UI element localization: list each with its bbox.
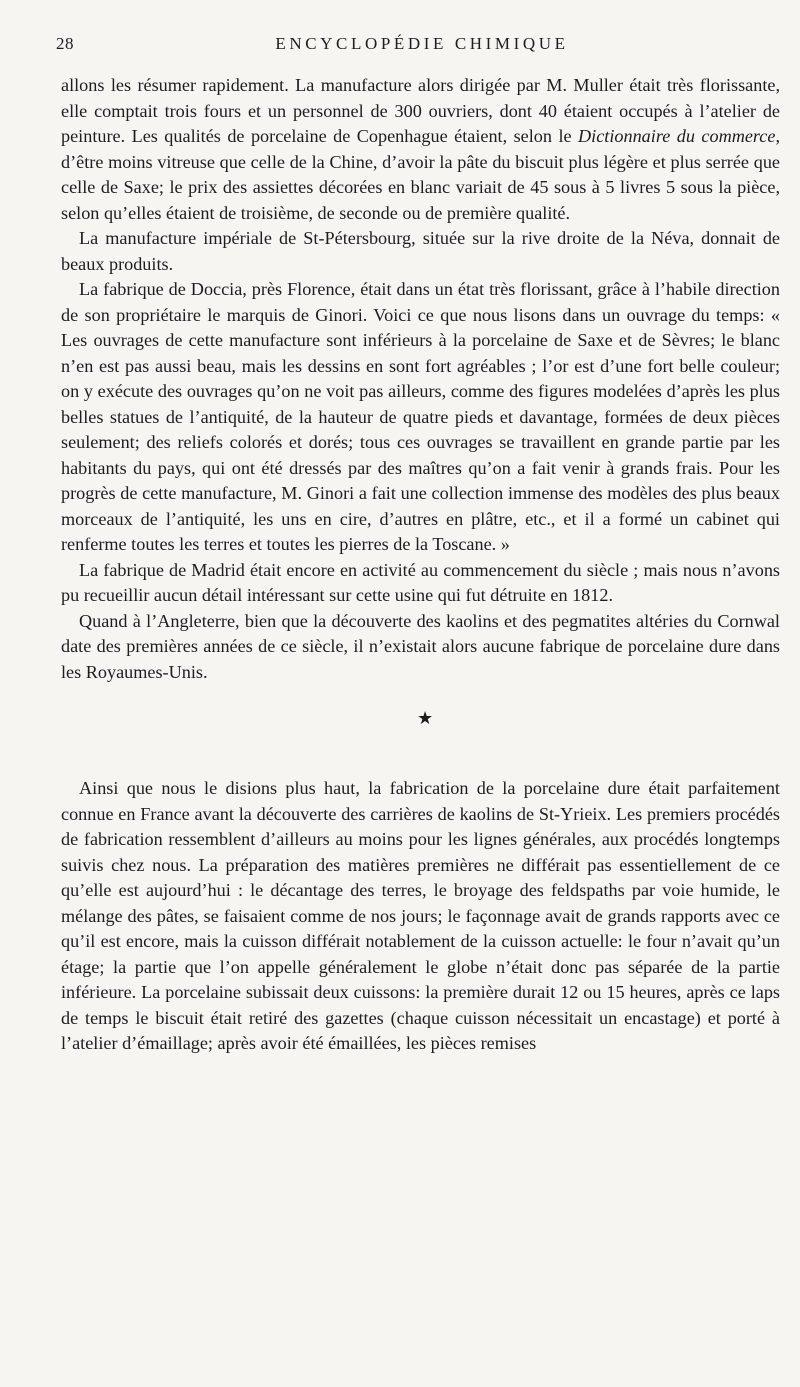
section-separator [61, 685, 780, 776]
page-number: 28 [56, 34, 74, 53]
paragraph-copenhague-before: allons les résumer rapidement. La manufacture alors dirigée par M. Muller était très florissante, elle comptait trois fours et un personnel de 300 ouvriers, dont 40 étaient occupés à l’atelier de peinture. Les qualités de porcelaine de Copenhague étaient, selon le [61, 75, 780, 146]
running-title: ENCYCLOPÉDIE CHIMIQUE [275, 34, 569, 53]
paragraph-doccia: La fabrique de Doccia, près Florence, était dans un état très florissant, grâce à l’habile direction de son propriétaire le marquis de Ginori. Voici ce que nous lisons dans un ouvrage du temps: « Les ouvrages de cette manufacture sont inférieurs à la porcelaine de Saxe et de Sèvres; le blanc n’en est pas aussi beau, mais les dessins en sont fort agréables ; l’or est d’une fort belle couleur; on y exécute des ouvrages qu’on ne voit pas ailleurs, comme des figures modelées d’après les plus belles statues de l’antiquité, de la hauteur de quatre pieds et davantage, formées de deux pièces seulement; des reliefs colorés et dorés; tous ces ouvrages se travaillent en grande partie par les habitants du pays, qui ont été dressés par des maîtres qu’on a fait venir à grands frais. Pour les progrès de cette manufacture, M. Ginori a fait une collection immense des modèles des plus beaux morceaux de l’antiquité, les uns en cire, d’autres en plâtre, etc., et il a formé un cabinet qui renferme toutes les terres et toutes les pierres de la Toscane. » [61, 279, 780, 554]
dictionary-title: Dictionnaire du commerce [578, 126, 776, 146]
separator-star: ★ [417, 708, 434, 728]
paragraph-madrid: La fabrique de Madrid était encore en activité au commencement du siècle ; mais nous n’avons pu recueillir aucun détail intéressant sur cette usine qui fut détruite en 1812. [61, 559, 780, 605]
paragraph-france-fabrication: Ainsi que nous le disions plus haut, la fabrication de la porcelaine dure était parfaitement connue en France avant la découverte des carrières de kaolins de St-Yrieix. Les premiers procédés de fabrication ressemblent d’ailleurs au moins pour les lignes générales, aux procédés longtemps suivis chez nous. La préparation des matières premières ne différait pas essentiellement de ce qu’elle est aujourd’hui : le décantage des terres, le broyage des feldspaths par voie humide, le mélange des pâtes, se faisaient comme de nos jours; le façonnage avait de grands rapports avec ce qu’il est encore, mais la cuisson différait notablement de la cuisson actuelle: le four n’avait qu’un étage; la partie que l’on appelle généralement le globe n’était donc pas séparée de la partie inférieure. La porcelaine subissait deux cuissons: la première durait 12 ou 15 heures, après ce laps de temps le biscuit était retiré des gazettes (chaque cuisson nécessitait un encastage) et porté à l’atelier d’émaillage; après avoir été émaillées, les pièces remises [61, 778, 780, 1053]
paragraph-angleterre: Quand à l’Angleterre, bien que la découverte des kaolins et des pegmatites altéries du Cornwal date des premières années de ce siècle, il n’existait alors aucune fabrique de porcelaine dure dans les Royaumes-Unis. [61, 610, 780, 682]
paragraph-st-petersbourg: La manufacture impériale de St-Pétersbourg, située sur la rive droite de la Néva, donnait de beaux produits. [61, 228, 780, 274]
main-text [61, 73, 780, 1057]
paragraph-copenhague-after: , d’être moins vitreuse que celle de la Chine, d’avoir la pâte du biscuit plus légère et plus serrée que celle de Saxe; le prix des assiettes décorées en blanc variait de 45 sous à 5 livres 5 sous la pièce, selon qu’elles étaient de troisième, de seconde ou de première qualité. [61, 126, 780, 223]
paragraph-copenhague [61, 73, 780, 226]
page-header [56, 34, 778, 62]
